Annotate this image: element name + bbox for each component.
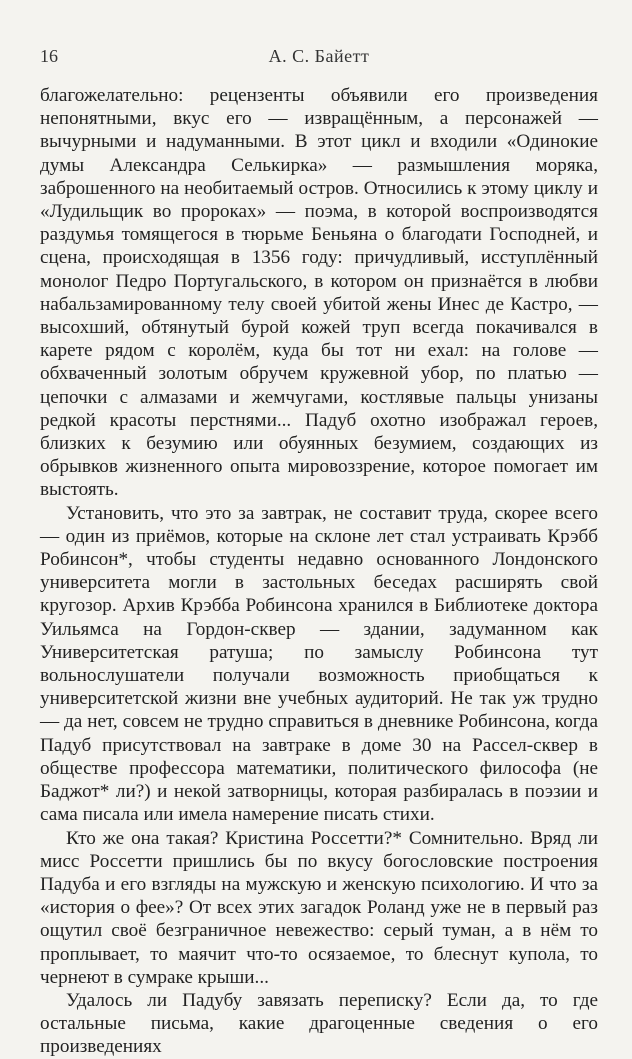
page-number: 16	[40, 46, 58, 66]
body-text	[40, 84, 598, 1059]
running-head	[40, 40, 598, 70]
paragraph: благожелательно: рецензенты объявили его произведения непонятными, вкус его — извращённым, а персонажей — вычурными и надуманными. В этот цикл и входили «Одинокие думы Александра Селькирка» — размышления моряка, заброшенного на необитаемый остров. Относились к этому циклу и «Лудильщик во пророках» — поэма, в которой воспроизводятся раздумья томящегося в тюрьме Беньяна о благодати Господней, и сцена, происходящая в 1356 году: причудливый, исступлённый монолог Педро Португальского, в котором он признаётся в любви набальзамированному телу своей убитой жены Инес де Кастро, — высохший, обтянутый бурой кожей труп всегда покачивался в карете рядом с королём, куда бы тот ни ехал: на голове — обхваченный золотым обручем кружевной убор, по платью — цепочки с алмазами и жемчугами, костлявые пальцы унизаны редкой красоты перстнями... Падуб охотно изображал героев, близких к безумию или обуянных безумием, создающих из обрывков жизненного опыта мировоззрение, которое помогает им выстоять.	[40, 85, 598, 501]
paragraph: Удалось ли Падубу завязать переписку? Если да, то где остальные письма, какие драгоценные сведения о его произведениях	[40, 989, 598, 1058]
paragraph: Установить, что это за завтрак, не составит труда, скорее всего — один из приёмов, которые на склоне лет стал устраивать Крэбб Робинсон*, чтобы студенты недавно основанного Лондонского университета могли в застольных беседах расширять свой кругозор. Архив Крэбба Робинсона хранился в Библиотеке доктора Уильямса на Гордон-сквер — здании, задуманном как Университетская ратуша; по замыслу Робинсона тут вольнослушатели получали возможность приобщаться к университетской жизни вне учебных аудиторий. Не так уж трудно — да нет, совсем не трудно справиться в дневнике Робинсона, когда Падуб присутствовал на завтраке в доме 30 на Рассел-сквер в обществе профессора математики, политического философа (не Баджот* ли?) и некой затворницы, которая разбиралась в поэзии и сама писала или имела намерение писать стихи.	[40, 502, 598, 826]
paragraph: Кто же она такая? Кристина Россетти?* Сомнительно. Вряд ли мисс Россетти пришлись бы по вкусу богословские построения Падуба и его взгляды на мужскую и женскую психологию. И что за «история о фее»? От всех этих загадок Роланд уже не в первый раз ощутил своё безграничное невежество: серый туман, а в нём то проплывает, то маячит что-то осязаемое, то блеснут купола, то чернеют в сумраке крыши...	[40, 827, 598, 988]
running-title: А. С. Байетт	[268, 46, 370, 66]
